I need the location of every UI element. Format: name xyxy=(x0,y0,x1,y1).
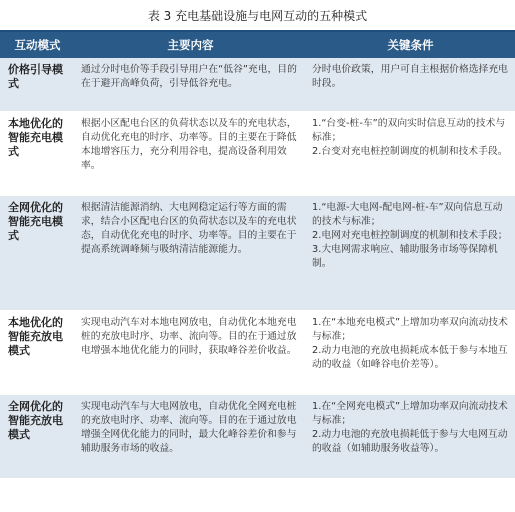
header-conditions: 关键条件 xyxy=(306,32,515,58)
interaction-modes-table xyxy=(0,32,515,479)
condition-item: 2.台变对充电桩控制调度的机制和技术手段。 xyxy=(312,145,508,157)
content-cell: 实现电动汽车与大电网放电，自动优化全网充电桩的充放电时序、功率、流向等。目的在于通过放电增强全网优化能力的同时，最大化峰谷差价和参与辅助服务市场的收益。 xyxy=(75,394,306,478)
condition-item: 2.动力电池的充放电损耗低于参与大电网互动的收益（如辅助服务收益等）。 xyxy=(312,428,508,454)
condition-item: 2.电网对充电桩控制调度的机制和技术手段； xyxy=(312,229,508,241)
condition-item: 1.在“全网充电模式”上增加功率双向流动技术与标准； xyxy=(312,400,508,426)
conditions-cell xyxy=(306,111,515,195)
conditions-cell xyxy=(306,310,515,394)
table-row xyxy=(0,394,515,478)
content-cell: 实现电动汽车对本地电网放电，自动优化本地充电桩的充放电时序、功率、流向等。目的在于通过放电增强本地优化能力的同时，获取峰谷差价收益。 xyxy=(75,310,306,394)
condition-item: 1.在“本地充电模式”上增加功率双向流动技术与标准； xyxy=(312,316,508,342)
table-header-row xyxy=(0,32,515,58)
condition-item: 1.“电源-大电网-配电网-桩-车”双向信息互动的技术与标准； xyxy=(312,201,503,227)
condition-item: 2.动力电池的充放电损耗成本低于参与本地互动的收益（如峰谷电价差等）。 xyxy=(312,344,508,370)
content-cell: 通过分时电价等手段引导用户在“低谷”充电，目的在于避开高峰负荷，引导低谷充电。 xyxy=(75,58,306,111)
content-cell: 根据清洁能源消纳、大电网稳定运行等方面的需求，结合小区配电台区的负荷状态以及车的充电状态，自动优化充电的时序、功率等。目的主要在于提高系统调峰频与吸纳清洁能源能力。 xyxy=(75,195,306,310)
table-row xyxy=(0,58,515,111)
conditions-cell xyxy=(306,58,515,111)
content-cell: 根据小区配电台区的负荷状态以及车的充电状态，自动优化充电的时序、功率等。目的主要在于降低本地增容压力，充分利用谷电，提高设备利用效率。 xyxy=(75,111,306,195)
header-content: 主要内容 xyxy=(75,32,306,58)
mode-cell: 本地优化的智能充放电模式 xyxy=(0,310,75,394)
mode-cell: 全网优化的智能充电模式 xyxy=(0,195,75,310)
condition-item: 分时电价政策，用户可自主根据价格选择充电时段。 xyxy=(312,64,508,89)
table-caption: 表 3 充电基础设施与电网互动的五种模式 xyxy=(0,0,515,32)
table-row xyxy=(0,310,515,394)
table-row xyxy=(0,195,515,310)
header-mode: 互动模式 xyxy=(0,32,75,58)
mode-cell: 价格引导模式 xyxy=(0,58,75,111)
condition-item: 3.大电网需求响应、辅助服务市场等保障机制。 xyxy=(312,243,498,269)
condition-item: 1.“台变-桩-车”的双向实时信息互动的技术与标准； xyxy=(312,117,506,143)
mode-cell: 全网优化的智能充放电模式 xyxy=(0,394,75,478)
mode-cell: 本地优化的智能充电模式 xyxy=(0,111,75,195)
table-row xyxy=(0,111,515,195)
conditions-cell xyxy=(306,195,515,310)
conditions-cell xyxy=(306,394,515,478)
